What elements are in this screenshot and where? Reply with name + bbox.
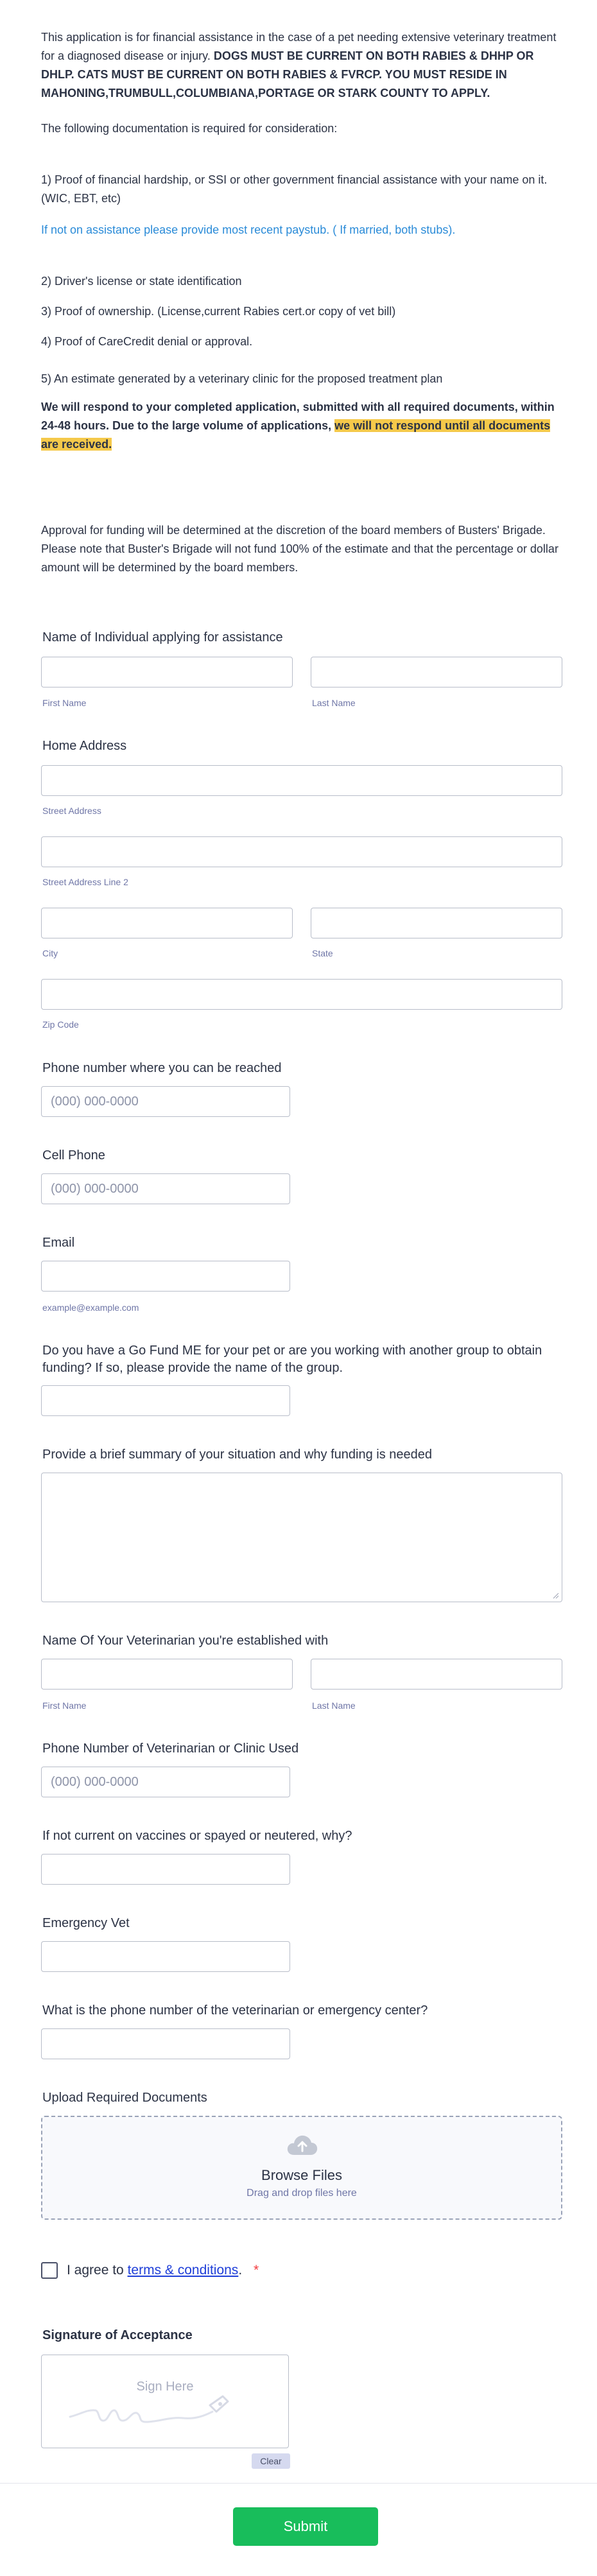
response-notice: We will respond to your completed application, submitted with all required documents, within 24-48 hours. Due to the large volume of applications, we will not respond until all documents are received.	[41, 401, 555, 451]
footer-divider	[0, 2483, 597, 2484]
summary-textarea[interactable]	[41, 1473, 562, 1602]
phone-label: Phone number where you can be reached	[42, 1061, 282, 1075]
cell-phone-label: Cell Phone	[42, 1148, 105, 1163]
home-address-label: Home Address	[42, 739, 127, 753]
street-address-sublabel: Street Address	[42, 806, 101, 816]
vet-last-name-sublabel: Last Name	[312, 1700, 356, 1711]
state-input[interactable]	[311, 908, 562, 938]
doc-item-1: 1) Proof of financial hardship, or SSI or other government financial assistance with your name on it. (WIC, EBT, etc)	[41, 173, 548, 205]
last-name-input[interactable]	[311, 657, 562, 687]
email-sublabel: example@example.com	[42, 1302, 139, 1313]
browse-files-button[interactable]: Browse Files	[261, 2167, 342, 2183]
applicant-name-label: Name of Individual applying for assistance	[42, 630, 283, 644]
upload-label: Upload Required Documents	[42, 2091, 207, 2105]
vet-name-label: Name Of Your Veterinarian you're established with	[42, 1634, 329, 1648]
terms-label: I agree to terms & conditions. *	[67, 2263, 259, 2278]
drag-drop-hint: Drag and drop files here	[247, 2188, 357, 2199]
cloud-upload-icon	[286, 2134, 318, 2156]
emergency-vet-label: Emergency Vet	[42, 1916, 130, 1930]
cell-phone-input[interactable]: (000) 000-0000	[41, 1173, 290, 1204]
doc-item-5: 5) An estimate generated by a veterinary clinic for the proposed treatment plan	[41, 372, 443, 385]
approval-notice: Approval for funding will be determined at the discretion of the board members of Busters' Brigade. Please note that Buster's Brigade will not fund 100% of the estimate and that the percentage or dollar amount will be determined by the board members.	[41, 524, 558, 574]
zip-code-input[interactable]	[41, 979, 562, 1010]
signature-scribble-icon	[67, 2383, 260, 2428]
gofundme-label: Do you have a Go Fund ME for your pet or are you working with another group to obtain funding? If so, please provide the name of the group.	[42, 1344, 542, 1375]
state-sublabel: State	[312, 948, 333, 958]
clear-signature-button[interactable]: Clear	[252, 2453, 290, 2469]
documentation-heading: The following documentation is required for consideration:	[41, 122, 338, 135]
first-name-input[interactable]	[41, 657, 293, 687]
response-highlight: we will not respond until all documents are received.	[41, 419, 551, 451]
city-sublabel: City	[42, 948, 58, 958]
doc-item-2: 2) Driver's license or state identification	[41, 275, 242, 288]
sign-here-hint: Sign Here	[136, 2380, 194, 2394]
emergency-phone-label: What is the phone number of the veterinarian or emergency center?	[42, 2003, 428, 2018]
signature-pad[interactable]	[41, 2355, 289, 2448]
doc-item-4: 4) Proof of CareCredit denial or approval.	[41, 335, 253, 348]
street-address-2-sublabel: Street Address Line 2	[42, 877, 128, 887]
file-upload-dropzone[interactable]	[41, 2116, 562, 2220]
terms-link[interactable]: terms & conditions	[127, 2263, 239, 2278]
intro-text: This application is for financial assistance in the case of a pet needing extensive veterinary treatment for a diagnosed disease or injury.	[41, 31, 557, 62]
vet-phone-input[interactable]: (000) 000-0000	[41, 1767, 290, 1797]
signature-label: Signature of Acceptance	[42, 2328, 193, 2342]
doc-item-1-note: If not on assistance please provide most recent paystub. ( If married, both stubs).	[41, 223, 456, 236]
city-input[interactable]	[41, 908, 293, 938]
street-address-input[interactable]	[41, 765, 562, 796]
submit-button[interactable]: Submit	[233, 2507, 378, 2546]
vet-phone-label: Phone Number of Veterinarian or Clinic Used	[42, 1742, 299, 1756]
required-asterisk: *	[254, 2263, 259, 2278]
intro-requirements-bold: DOGS MUST BE CURRENT ON BOTH RABIES & DHHP OR DHLP. CATS MUST BE CURRENT ON BOTH RABIES & FVRCP. YOU MUST RESIDE IN MAHONING,TRUMBULL,COLUMBIANA,PORTAGE OR STARK COUNTY TO APPLY.	[41, 49, 534, 99]
phone-input[interactable]: (000) 000-0000	[41, 1086, 290, 1117]
first-name-sublabel: First Name	[42, 698, 87, 708]
emergency-phone-input[interactable]	[41, 2028, 290, 2059]
vet-first-name-sublabel: First Name	[42, 1700, 87, 1711]
resize-handle-icon[interactable]	[553, 1593, 559, 1599]
vet-last-name-input[interactable]	[311, 1659, 562, 1690]
street-address-2-input[interactable]	[41, 836, 562, 867]
email-label: Email	[42, 1236, 75, 1250]
vet-first-name-input[interactable]	[41, 1659, 293, 1690]
zip-code-sublabel: Zip Code	[42, 1019, 79, 1030]
intro-paragraph	[41, 28, 561, 103]
terms-checkbox[interactable]	[41, 2262, 58, 2279]
vaccines-input[interactable]	[41, 1854, 290, 1885]
summary-label: Provide a brief summary of your situation and why funding is needed	[42, 1448, 433, 1462]
last-name-sublabel: Last Name	[312, 698, 356, 708]
emergency-vet-input[interactable]	[41, 1941, 290, 1972]
gofundme-input[interactable]	[41, 1385, 290, 1416]
doc-item-3: 3) Proof of ownership. (License,current Rabies cert.or copy of vet bill)	[41, 305, 396, 318]
vaccines-label: If not current on vaccines or spayed or neutered, why?	[42, 1829, 352, 1843]
email-input[interactable]	[41, 1261, 290, 1292]
